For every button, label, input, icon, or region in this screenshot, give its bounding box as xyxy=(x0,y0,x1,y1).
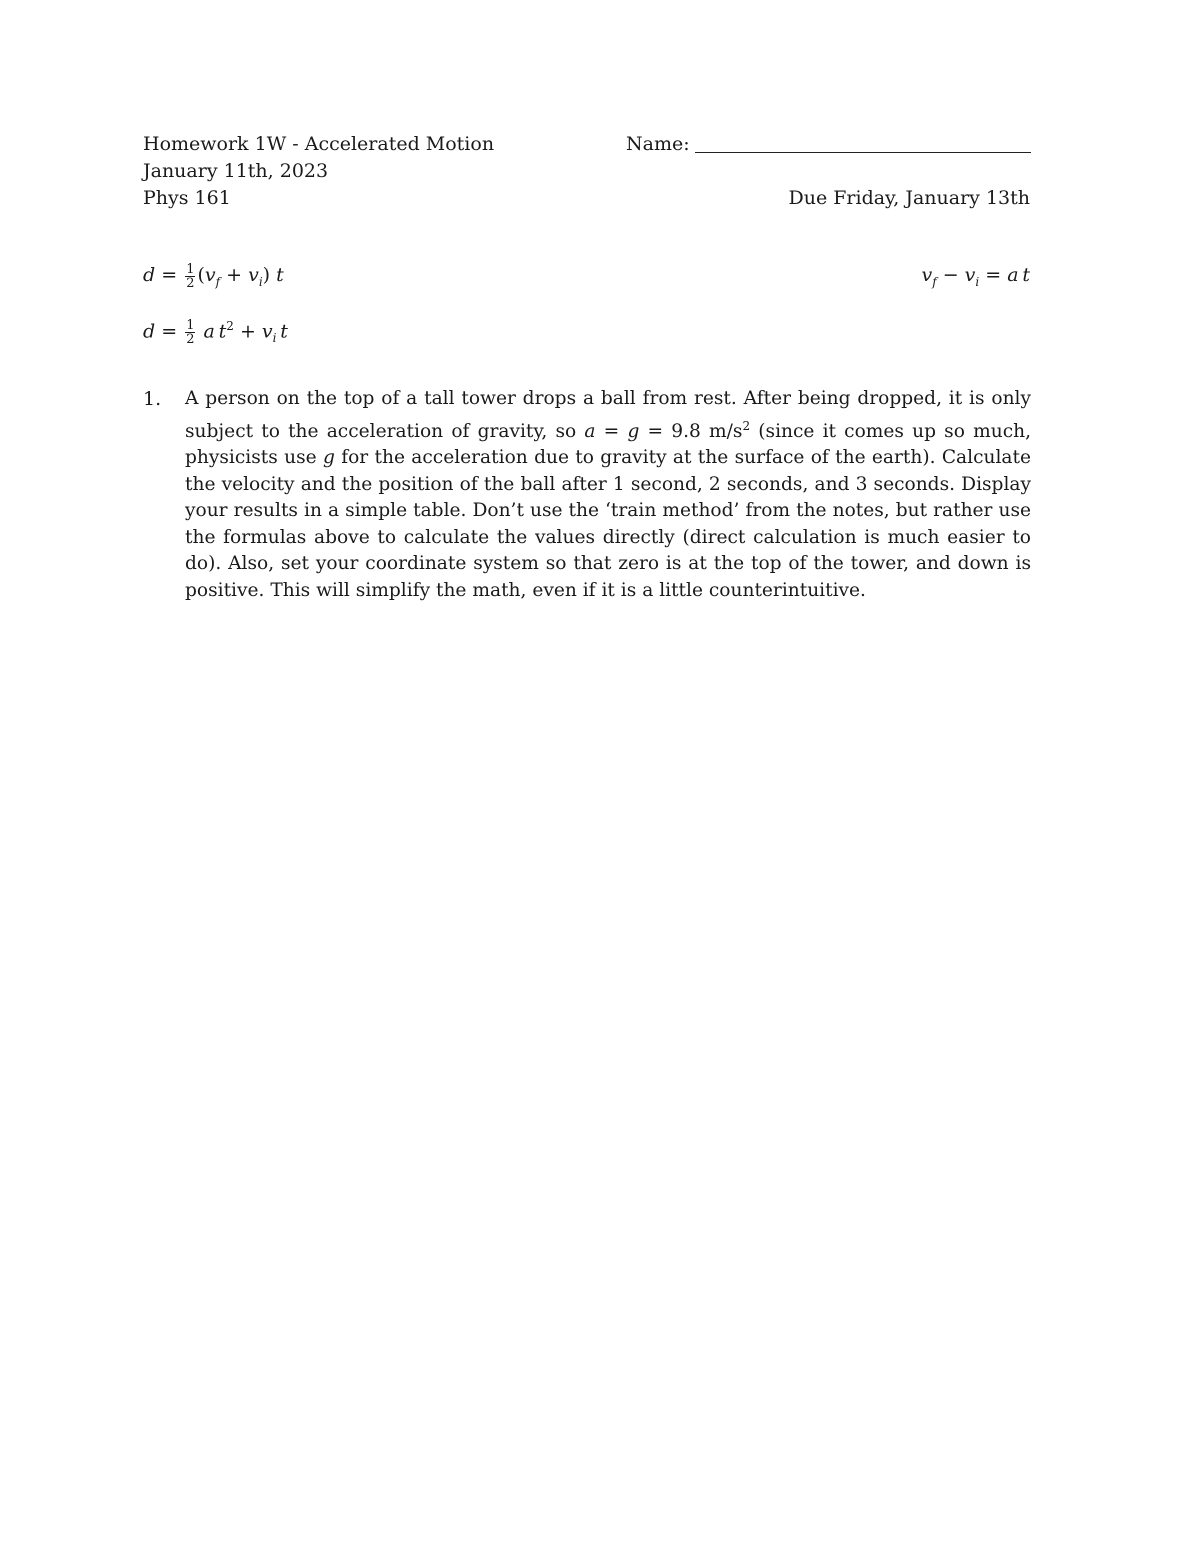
problem-text-part2: (since it comes up so much, physicists use xyxy=(185,420,1031,469)
course-name: Phys 161 xyxy=(143,187,231,209)
assignment-date: January 11th, 2023 xyxy=(143,160,329,182)
due-date: Due Friday, January 13th xyxy=(788,187,1030,209)
eq1-frac-den: 2 xyxy=(186,275,195,291)
name-label: Name: xyxy=(626,133,690,155)
problem-text-part1: A person on the top of a tall tower drops a ball from rest. After being dropped, it is only subject to the acceleration of gravity, so xyxy=(185,388,1031,442)
eq1-fraction xyxy=(185,263,195,290)
problem-text xyxy=(185,386,1031,604)
eq1-lhs: d xyxy=(143,264,156,286)
eq2-fraction xyxy=(185,319,195,346)
equation-displacement: d = $\frac{1}{2}$ a $t^2 + v_i$ t xyxy=(143,317,288,347)
problem-1 xyxy=(143,386,1031,604)
eq2-frac-den: 2 xyxy=(186,331,195,347)
problem-number: 1. xyxy=(143,388,162,410)
equation-velocity-change: $v_f - v_i = a$ t xyxy=(921,264,1030,289)
eq2-lhs: d xyxy=(143,320,156,343)
gravity-symbol: g xyxy=(322,447,335,469)
eq1-frac-num: 1 xyxy=(186,261,195,277)
name-blank-line xyxy=(695,152,1031,153)
gravity-expression: a = g = 9.8 $m/s^2$ xyxy=(584,418,751,442)
eq2-frac-num: 1 xyxy=(186,317,195,333)
homework-title: Homework 1W - Accelerated Motion xyxy=(143,133,495,155)
problem-text-part3: for the acceleration due to gravity at the surface of the earth). Calculate the velocity and the position of the ball after 1 second, 2 seconds, and 3 seconds. Display your results in a simple table. Don’t use the ‘train method’ from the notes, but rather use the formulas above to calculate the values directly (direct calculation is much easier to do). Also, set your coordinate system so that zero is at the top of the tower, and down is positive. This will simplify the math, even if it is a little counterintuitive. xyxy=(185,447,1031,601)
equation-average-velocity: d = $\frac{1}{2}$ $(v_f + v_i)$ t xyxy=(143,261,284,291)
